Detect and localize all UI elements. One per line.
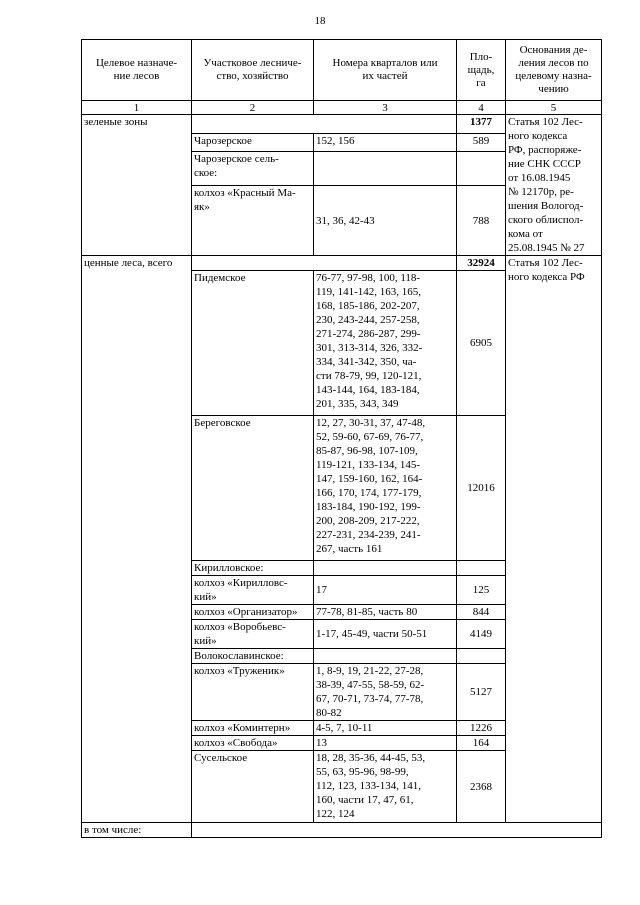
cell-text-line: сти 78-79, 99, 120-121, xyxy=(316,370,422,382)
cell-text-line: кий» xyxy=(194,591,217,603)
cell-text-line: 17 xyxy=(316,584,327,596)
forestry-cell xyxy=(192,561,314,576)
header-purpose xyxy=(82,40,192,101)
column-number: 1 xyxy=(82,101,192,115)
cell-text-line: Чарозерское сель- xyxy=(194,152,279,165)
cell-text-line: 271-274, 286-287, 299- xyxy=(316,328,421,340)
green-zones-total-area: 1377 xyxy=(457,115,506,134)
quarters-cell xyxy=(314,151,457,185)
empty-cell xyxy=(192,256,457,271)
column-number: 3 xyxy=(314,101,457,115)
cell-text-line: 1-17, 45-49, части 50-51 xyxy=(316,628,428,640)
column-number: 2 xyxy=(192,101,314,115)
cell-text-line: 119, 141-142, 163, 165, xyxy=(316,286,422,298)
cell-text-line: Кирилловское: xyxy=(194,562,264,574)
cell-text-line: 38-39, 47-55, 58-59, 62- xyxy=(316,679,425,691)
header-forestry xyxy=(192,40,314,101)
cell-text-line: 119-121, 133-134, 145- xyxy=(316,459,421,471)
cell-text-line: га xyxy=(476,76,486,89)
cell-text-line: ного кодекса РФ xyxy=(508,271,585,283)
cell-text-line: Целевое назначе- xyxy=(95,57,178,69)
cell-text-line: кома от xyxy=(508,228,543,240)
forestry-cell xyxy=(192,133,314,151)
cell-text-line: колхоз «Воробьевс- xyxy=(194,621,286,633)
area-cell: 4149 xyxy=(457,620,506,649)
area-cell: 125 xyxy=(457,576,506,605)
forestry-cell xyxy=(192,649,314,664)
cell-text-line: 85-87, 96-98, 107-109, xyxy=(316,445,418,457)
area-cell: 589 xyxy=(457,133,506,151)
quarters-cell xyxy=(314,751,457,823)
cell-text-line: 4-5, 7, 10-11 xyxy=(316,722,373,734)
cell-text-line: шения Вологод- xyxy=(508,200,584,212)
cell-text-line: Статья 102 Лес- xyxy=(508,257,583,269)
cell-text-line: колхоз «Коминтерн» xyxy=(194,722,291,734)
cell-text-line: 13 xyxy=(316,737,327,749)
green-zones-label: зеленые зоны xyxy=(82,115,192,256)
forestry-cell xyxy=(192,151,314,185)
cell-text-line: Пло- xyxy=(469,50,493,63)
area-cell: 2368 xyxy=(457,751,506,823)
cell-text-line: Статья 102 Лес- xyxy=(508,116,583,128)
cell-text-line: колхоз «Кирилловс- xyxy=(194,577,288,589)
area-cell xyxy=(457,561,506,576)
forest-purpose-table xyxy=(81,39,602,838)
cell-text-line: ления лесов по xyxy=(518,57,589,69)
column-number: 5 xyxy=(506,101,602,115)
cell-text-line: Пидемское xyxy=(194,272,246,284)
cell-text-line: Волокославинское: xyxy=(194,650,284,662)
cell-text-line: Чарозерское xyxy=(194,134,252,147)
quarters-cell xyxy=(314,620,457,649)
area-cell xyxy=(457,649,506,664)
forestry-cell xyxy=(192,605,314,620)
quarters-cell xyxy=(314,664,457,721)
forestry-cell xyxy=(192,751,314,823)
area-cell: 788 xyxy=(457,186,506,256)
quarters-cell xyxy=(314,416,457,561)
header-area xyxy=(457,40,506,101)
cell-text-line: колхоз «Труженик» xyxy=(194,665,285,677)
cell-text-line: кий» xyxy=(194,635,217,647)
cell-text-line: 230, 243-244, 257-258, xyxy=(316,314,420,326)
green-zones-basis xyxy=(506,115,602,256)
including-row xyxy=(82,823,602,838)
area-cell: 164 xyxy=(457,736,506,751)
cell-text-line: 80-82 xyxy=(316,707,342,719)
forestry-cell xyxy=(192,721,314,736)
area-cell: 12016 xyxy=(457,416,506,561)
cell-text-line: 25.08.1945 № 27 xyxy=(508,242,585,254)
page-number: 18 xyxy=(314,15,326,27)
cell-text-line: 18, 28, 35-36, 44-45, 53, xyxy=(316,752,426,764)
valuable-forests-basis xyxy=(506,256,602,823)
forestry-cell xyxy=(192,271,314,416)
green-zones-total-row xyxy=(82,115,602,134)
area-cell: 5127 xyxy=(457,664,506,721)
cell-text-line: 52, 59-60, 67-69, 76-77, xyxy=(316,431,424,443)
cell-text-line: ние СНК СССР xyxy=(508,158,581,170)
quarters-cell xyxy=(314,649,457,664)
cell-text-line: от 16.08.1945 xyxy=(508,172,571,184)
cell-text-line: 122, 124 xyxy=(316,808,355,820)
cell-text-line: ского облиспол- xyxy=(508,214,584,226)
valuable-forests-total-area: 32924 xyxy=(457,256,506,271)
cell-text-line: 31, 36, 42-43 xyxy=(316,214,375,227)
area-cell: 1226 xyxy=(457,721,506,736)
cell-text-line: 166, 170, 174, 177-179, xyxy=(316,487,422,499)
area-cell: 6905 xyxy=(457,271,506,416)
cell-text-line: як» xyxy=(194,201,210,214)
cell-text-line: 334, 341-342, 350, ча- xyxy=(316,356,417,368)
column-number: 4 xyxy=(457,101,506,115)
cell-text-line: колхоз «Красный Ма- xyxy=(194,187,296,200)
forestry-cell xyxy=(192,186,314,256)
cell-text-line: колхоз «Организатор» xyxy=(194,606,298,618)
cell-text-line: Участковое лесниче- xyxy=(203,57,302,69)
header-quarters xyxy=(314,40,457,101)
quarters-cell xyxy=(314,736,457,751)
cell-text-line: щадь, xyxy=(467,63,495,76)
cell-text-line: 200, 208-209, 217-222, xyxy=(316,515,420,527)
forestry-cell xyxy=(192,620,314,649)
cell-text-line: 201, 335, 343, 349 xyxy=(316,398,399,410)
cell-text-line: 168, 185-186, 202-207, xyxy=(316,300,420,312)
valuable-forests-total-row xyxy=(82,256,602,271)
valuable-forests-label: ценные леса, всего xyxy=(82,256,192,823)
including-label: в том числе: xyxy=(82,823,192,838)
cell-text-line: РФ, распоряже- xyxy=(508,144,582,156)
cell-text-line: Основания де- xyxy=(519,44,588,56)
cell-text-line: Береговское xyxy=(194,417,251,429)
cell-text-line: чению xyxy=(538,83,569,95)
cell-text-line: 55, 63, 95-96, 98-99, xyxy=(316,766,409,778)
cell-text-line: Сусельское xyxy=(194,752,248,764)
cell-text-line: колхоз «Свобода» xyxy=(194,737,278,749)
cell-text-line: 267, часть 161 xyxy=(316,543,383,555)
cell-text-line: ние лесов xyxy=(113,70,160,82)
header-basis xyxy=(506,40,602,101)
cell-text-line: 183-184, 190-192, 199- xyxy=(316,501,421,513)
area-cell xyxy=(457,151,506,185)
quarters-cell xyxy=(314,133,457,151)
cell-text-line: целевому назна- xyxy=(515,70,592,82)
empty-cell xyxy=(192,823,602,838)
cell-text-line: 67, 70-71, 73-74, 77-78, xyxy=(316,693,424,705)
forestry-cell xyxy=(192,664,314,721)
quarters-cell xyxy=(314,186,457,256)
forestry-cell xyxy=(192,736,314,751)
column-number-row xyxy=(82,101,602,115)
cell-text-line: 112, 123, 133-134, 141, xyxy=(316,780,422,792)
cell-text-line: 143-144, 164, 183-184, xyxy=(316,384,420,396)
cell-text-line: ного кодекса xyxy=(508,130,568,142)
cell-text-line: 160, части 17, 47, 61, xyxy=(316,794,414,806)
cell-text-line: Номера кварталов или xyxy=(332,57,438,69)
table-body xyxy=(82,115,602,838)
cell-text-line: 152, 156 xyxy=(316,134,355,147)
cell-text-line: 147, 159-160, 162, 164- xyxy=(316,473,423,485)
cell-text-line: 1, 8-9, 19, 21-22, 27-28, xyxy=(316,665,424,677)
cell-text-line: 301, 313-314, 326, 332- xyxy=(316,342,423,354)
quarters-cell xyxy=(314,576,457,605)
quarters-cell xyxy=(314,561,457,576)
cell-text-line: № 12170р, ре- xyxy=(508,186,574,198)
area-cell: 844 xyxy=(457,605,506,620)
empty-cell xyxy=(192,115,457,134)
quarters-cell xyxy=(314,605,457,620)
table-header-row xyxy=(82,40,602,101)
cell-text-line: ское: xyxy=(194,166,218,179)
forestry-cell xyxy=(192,576,314,605)
cell-text-line: ство, хозяйство xyxy=(216,70,289,82)
cell-text-line: их частей xyxy=(362,70,408,82)
quarters-cell xyxy=(314,271,457,416)
forestry-cell xyxy=(192,416,314,561)
quarters-cell xyxy=(314,721,457,736)
cell-text-line: 12, 27, 30-31, 37, 47-48, xyxy=(316,417,426,429)
cell-text-line: 227-231, 234-239, 241- xyxy=(316,529,421,541)
cell-text-line: 76-77, 97-98, 100, 118- xyxy=(316,272,421,284)
cell-text-line: 77-78, 81-85, часть 80 xyxy=(316,606,418,618)
